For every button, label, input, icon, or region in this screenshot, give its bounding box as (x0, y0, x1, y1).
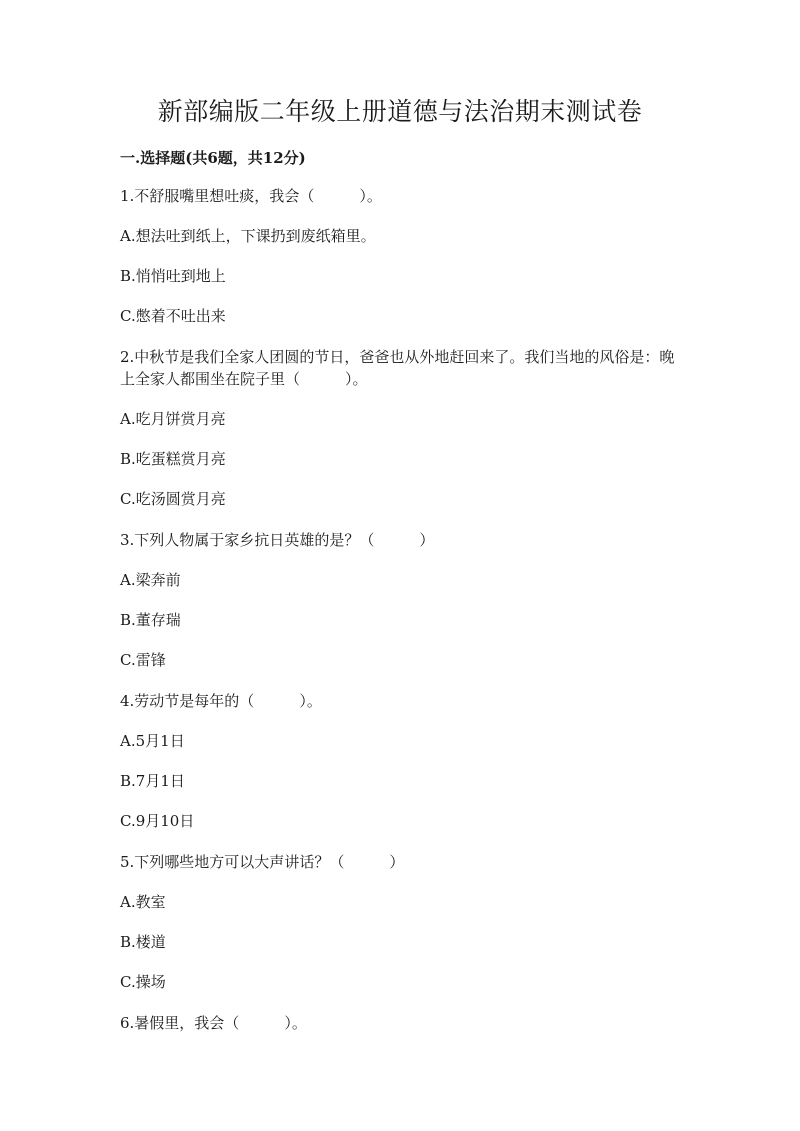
question-5 (120, 850, 685, 993)
question-6 (120, 1011, 685, 1034)
option-a: A.5月1日 (120, 732, 185, 750)
option-b: B.楼道 (120, 933, 166, 951)
option-b: B.吃蛋糕赏月亮 (120, 450, 226, 468)
option-c: C.9月10日 (120, 812, 195, 830)
section-heading: 一.选择题(共6题，共12分) (120, 149, 306, 167)
question-text: 3.下列人物属于家乡抗日英雄的是？（ ） (120, 531, 435, 549)
option-c: C.吃汤圆赏月亮 (120, 490, 226, 508)
option-b: B.7月1日 (120, 772, 185, 790)
option-a: A.吃月饼赏月亮 (120, 410, 226, 428)
question-list (120, 184, 685, 1052)
option-a: A.梁奔前 (120, 571, 181, 589)
option-c: C.操场 (120, 973, 166, 991)
question-1 (120, 184, 685, 327)
question-4 (120, 689, 685, 832)
option-b: B.悄悄吐到地上 (120, 267, 226, 285)
option-c: C.雷锋 (120, 651, 166, 669)
question-text: 5.下列哪些地方可以大声讲话？（ ） (120, 853, 405, 871)
option-a: A.想法吐到纸上，下课扔到废纸箱里。 (120, 227, 376, 245)
option-c: C.憋着不吐出来 (120, 307, 226, 325)
question-text: 4.劳动节是每年的（ ）。 (120, 692, 322, 710)
question-3 (120, 528, 685, 671)
option-a: A.教室 (120, 893, 166, 911)
option-b: B.董存瑞 (120, 611, 181, 629)
question-text: 6.暑假里，我会（ ）。 (120, 1014, 307, 1032)
question-text: 1.不舒服嘴里想吐痰，我会（ ）。 (120, 187, 382, 205)
question-2 (120, 345, 685, 510)
page-title: 新部编版二年级上册道德与法治期末测试卷 (157, 97, 643, 126)
question-text: 2.中秋节是我们全家人团圆的节日，爸爸也从外地赶回来了。我们当地的风俗是：晚上全家人都围坐在院子里（ ）。 (120, 348, 675, 388)
